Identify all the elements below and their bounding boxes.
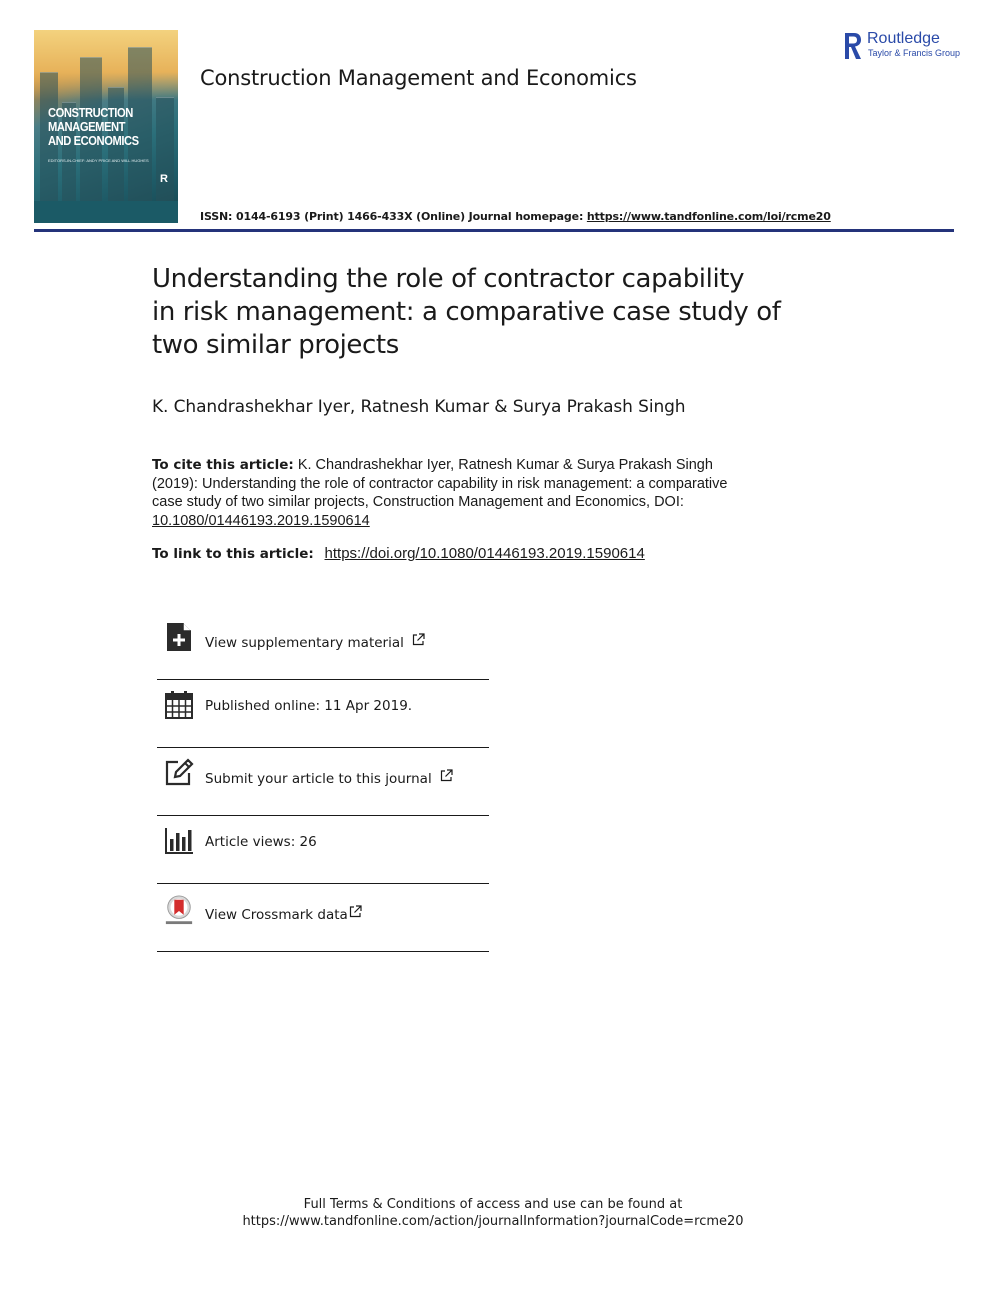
routledge-logo-icon: [843, 31, 863, 61]
publisher-name: Routledge: [867, 30, 940, 47]
article-title: Understanding the role of contractor capability in risk management: a comparative case study of two similar projects: [152, 264, 781, 360]
edit-icon: [164, 758, 194, 788]
action-label: Published online: 11 Apr 2019.: [205, 698, 413, 714]
crossmark-icon: [164, 895, 194, 925]
journal-homepage-link[interactable]: https://www.tandfonline.com/loi/rcme20: [586, 210, 831, 223]
external-link-icon: [440, 769, 453, 782]
action-label: Article views: 26: [205, 834, 317, 850]
cite-text-line: (2019): Understanding the role of contractor capability in risk management: a comparative: [152, 475, 728, 492]
cover-title: CONSTRUCTION MANAGEMENT AND ECONOMICS: [48, 105, 139, 148]
publisher-logo: [843, 30, 961, 61]
link-label: To link to this article:: [152, 546, 319, 562]
external-link-icon: [412, 633, 425, 646]
publisher-group: Taylor & Francis Group: [868, 48, 961, 58]
cover-editors: EDITORS-IN-CHIEF: ANDY PRICE AND WILL HUGHES: [48, 158, 149, 163]
action-item-views: [157, 816, 489, 884]
article-actions-list: [157, 612, 489, 952]
action-label: View Crossmark data: [205, 907, 348, 923]
calendar-icon: [164, 690, 194, 720]
action-label: Submit your article to this journal: [205, 771, 432, 787]
bar-chart-icon: [164, 826, 194, 856]
footer-terms-link[interactable]: https://www.tandfonline.com/action/journalInformation?journalCode=rcme20: [242, 1214, 744, 1229]
cover-publisher-mark: R: [160, 173, 168, 185]
journal-cover-image: [34, 30, 178, 223]
supplementary-file-icon: [164, 622, 194, 652]
action-label: View supplementary material: [205, 635, 404, 651]
issn-text: ISSN: 0144-6193 (Print) 1466-433X (Online) Journal homepage:: [200, 210, 587, 223]
action-item-submit[interactable]: [157, 748, 489, 816]
issn-line: [200, 210, 831, 223]
terms-footer: [0, 1196, 986, 1230]
journal-title: Construction Management and Economics: [200, 66, 637, 90]
header-divider: [34, 229, 954, 232]
article-authors: K. Chandrashekhar Iyer, Ratnesh Kumar & Surya Prakash Singh: [152, 397, 686, 417]
cite-text-line: K. Chandrashekhar Iyer, Ratnesh Kumar & Surya Prakash Singh: [293, 457, 713, 473]
cite-text-line: case study of two similar projects, Construction Management and Economics, DOI:: [152, 494, 684, 510]
action-item-published: [157, 680, 489, 748]
cite-doi-link[interactable]: 10.1080/01446193.2019.1590614: [152, 512, 370, 529]
article-doi-link[interactable]: https://doi.org/10.1080/01446193.2019.1590614: [324, 545, 645, 562]
action-item-supplementary[interactable]: [157, 612, 489, 680]
footer-text: Full Terms & Conditions of access and use can be found at: [303, 1197, 683, 1212]
external-link-icon: [349, 905, 362, 918]
article-link-line: [152, 543, 645, 562]
cite-label: To cite this article:: [152, 457, 294, 473]
citation-block: [152, 456, 792, 530]
action-item-crossmark[interactable]: [157, 884, 489, 952]
